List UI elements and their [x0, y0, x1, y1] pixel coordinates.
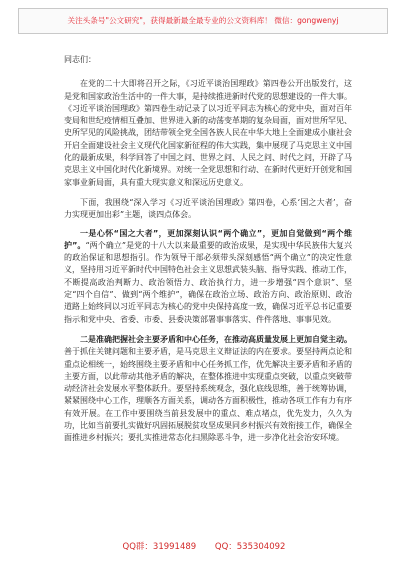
qq-group-1: QQ群：31991489 — [122, 542, 197, 552]
top-banner — [18, 8, 388, 34]
section-one-heading: 一是心怀“国之大者”，更加深刻认识“两个确立”，更加自觉做到“两个维护”。 — [64, 228, 352, 250]
footer-contacts — [0, 540, 408, 552]
section-one-body: “两个确立”是党的十八大以来最重要的政治成果，是实现中华民族伟大复兴的政治保证和思想指引。作为领导干部必须带头深刻感悟“两个确立”的决定性意义，坚持用习近平新时代中国特色社会主义思想武装头脑、指导实践、推动工作，不断提高政治判断力、政治领悟力、政治执行力，进一步增强“四个意识”、坚定“四个自信”、做到“两个维护”，确保在政治立场、政治方向、政治原则、政治道路上始终同以习近平同志为核心的党中央保持高度一致，确保习近平总书记重要指示和党中央、省委、市委、县委决策部署事事落实、件件落地、事事见效。 — [64, 240, 352, 324]
salutation: 同志们： — [64, 55, 96, 64]
section-two-heading: 二是准确把握社会主要矛盾和中心任务，在推动高质量发展上更加自觉主动。 — [80, 334, 352, 344]
intro-paragraph: 在党的二十大即将召开之际，《习近平谈治国理政》第四卷公开出版发行，这是党和国家政治生活中的一件大事，是持续推进新时代党的思想建设的一件大事。《习近平谈治国理政》第四卷生动记录了以习近平同志为核心的党中央，面对百年变局和世纪疫情相互叠加、世界进入新的动荡变革期的复杂局面，面对世所罕见、史所罕见的风险挑战，团结带领全党全国各族人民在中华大地上全面建成小康社会开启全面建设社会主义现代化国家新征程的伟大实践，集中展现了马克思主义中国化的最新成果，科学回答了中国之问、世界之问、人民之问、时代之问，开辟了马克思主义中国化时代化新境界。对统一全党思想和行动、在新时代更好开创党和国家事业新局面，具有重大现实意义和深远历史意义。 — [64, 79, 352, 187]
section-one — [64, 228, 352, 326]
document-body — [64, 54, 352, 453]
section-two-body: 善于抓住关键问题和主要矛盾，是马克思主义辩证法的内在要求。要坚持两点论和重点论相统一，始终围绕主要矛盾和中心任务抓工作，优先解决主要矛盾和矛盾的主要方面，以此带动其他矛盾的解决，在整体推进中实现重点突破，以重点突破带动经济社会发展水平整体跃升。要坚持系统观念，强化底线思维，善于统筹协调，紧紧围绕中心工作，理顺各方面关系，调动各方面积极性，推动各项工作有力有序有效开展。在工作中要围绕当前县发展中的重点、难点堵点，优先发力，久久为功，比如当前要扎实做好巩固拓展脱贫攻坚成果同乡村振兴有效衔接工作，确保全面推进乡村振兴；要扎实推进常态化扫黑除恶斗争，进一步净化社会治安环境。 — [64, 347, 352, 443]
banner-text: 关注头条号"公文研究"，获得最新最全最专业的公文资料库！ 微信：gongwenyj — [67, 16, 339, 25]
qq-group-2: QQ：535304092 — [214, 542, 286, 552]
topic-paragraph: 下面，我围绕“深入学习《习近平谈治国理政》第四卷，心系‘国之大者’，奋力实现更加出彩”主题，谈四点体会。 — [64, 197, 352, 220]
section-two — [64, 334, 352, 445]
